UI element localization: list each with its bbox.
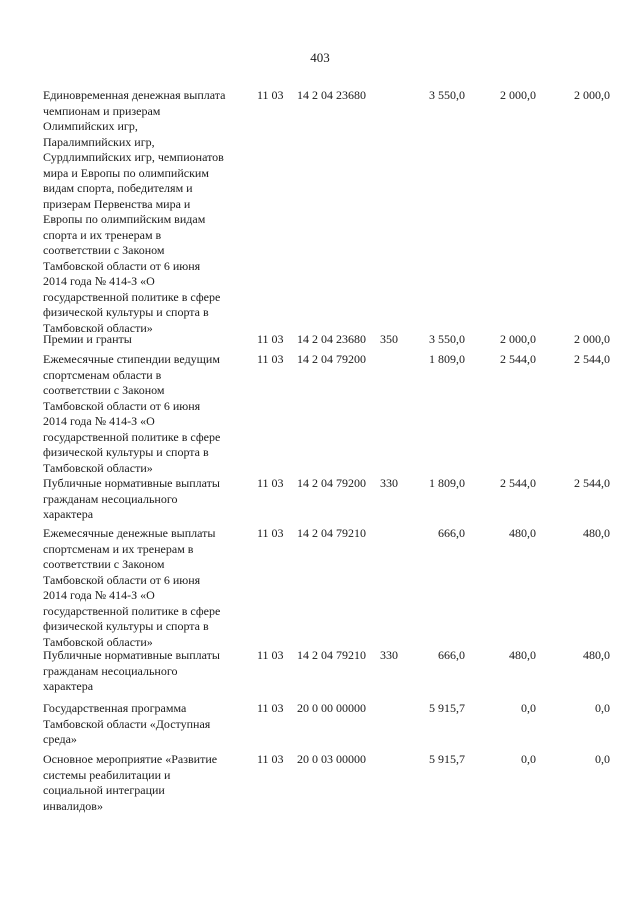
row-expense-type: 350 [380,332,398,346]
row-amount-3: 2 544,0 [574,352,610,366]
row-amount-2: 480,0 [509,526,536,540]
row-target-article: 14 2 04 79210 [297,648,366,662]
row-target-article: 20 0 00 00000 [297,701,366,715]
row-section: 11 03 [257,752,284,766]
row-section: 11 03 [257,476,284,490]
row-amount-1: 3 550,0 [429,88,465,102]
row-name: Государственная программа Тамбовской области «Доступная среда» [43,701,211,746]
row-section: 11 03 [257,526,284,540]
page-number: 403 [310,50,330,65]
row-target-article: 14 2 04 79200 [297,476,366,490]
row-amount-2: 2 544,0 [500,476,536,490]
row-amount-1: 3 550,0 [429,332,465,346]
row-name: Основное мероприятие «Развитие системы реабилитации и социальной интеграции инвалидов» [43,752,218,813]
row-name: Публичные нормативные выплаты гражданам несоциального характера [43,476,220,521]
row-amount-3: 480,0 [583,526,610,540]
row-amount-2: 480,0 [509,648,536,662]
row-name: Ежемесячные стипендии ведущим спортсменам области в соответствии с Законом Тамбовской области от 6 июня 2014 года № 414-З «О государственной политике в сфере физической культуры и спорта в Тамбовской области» [43,352,221,475]
row-amount-1: 1 809,0 [429,476,465,490]
row-section: 11 03 [257,352,284,366]
row-amount-1: 5 915,7 [429,701,465,715]
row-amount-2: 0,0 [521,752,536,766]
row-amount-2: 2 000,0 [500,332,536,346]
row-name: Единовременная денежная выплата чемпионам и призерам Олимпийских игр, Паралимпийских игр, Сурдлимпийских игр, чемпионатов мира и Европы по олимпийским видам спорта, победителям и призерам Первенства мира и Европы по олимпийским видам спорта и их тренерам в соответствии с Законом Тамбовской области от 6 июня 2014 года № 414-З «О государственной политике в сфере физической культуры и спорта в Тамбовской области» [43,88,226,335]
row-target-article: 20 0 03 00000 [297,752,366,766]
row-amount-2: 2 000,0 [500,88,536,102]
row-name: Публичные нормативные выплаты гражданам несоциального характера [43,648,220,693]
row-section: 11 03 [257,88,284,102]
row-expense-type: 330 [380,648,398,662]
row-section: 11 03 [257,648,284,662]
row-amount-1: 666,0 [438,526,465,540]
row-target-article: 14 2 04 23680 [297,332,366,346]
row-amount-2: 0,0 [521,701,536,715]
row-amount-3: 2 000,0 [574,88,610,102]
row-target-article: 14 2 04 79200 [297,352,366,366]
row-amount-3: 2 544,0 [574,476,610,490]
row-target-article: 14 2 04 79210 [297,526,366,540]
row-amount-2: 2 544,0 [500,352,536,366]
row-name: Премии и гранты [43,332,132,346]
row-amount-1: 666,0 [438,648,465,662]
row-amount-1: 1 809,0 [429,352,465,366]
row-amount-3: 0,0 [595,701,610,715]
row-amount-3: 0,0 [595,752,610,766]
row-section: 11 03 [257,701,284,715]
row-expense-type: 330 [380,476,398,490]
row-target-article: 14 2 04 23680 [297,88,366,102]
row-section: 11 03 [257,332,284,346]
row-amount-3: 2 000,0 [574,332,610,346]
row-name: Ежемесячные денежные выплаты спортсменам и их тренерам в соответствии с Законом Тамбовской области от 6 июня 2014 года № 414-З «О государственной политике в сфере физической культуры и спорта в Тамбовской области» [43,526,221,649]
row-amount-1: 5 915,7 [429,752,465,766]
row-amount-3: 480,0 [583,648,610,662]
